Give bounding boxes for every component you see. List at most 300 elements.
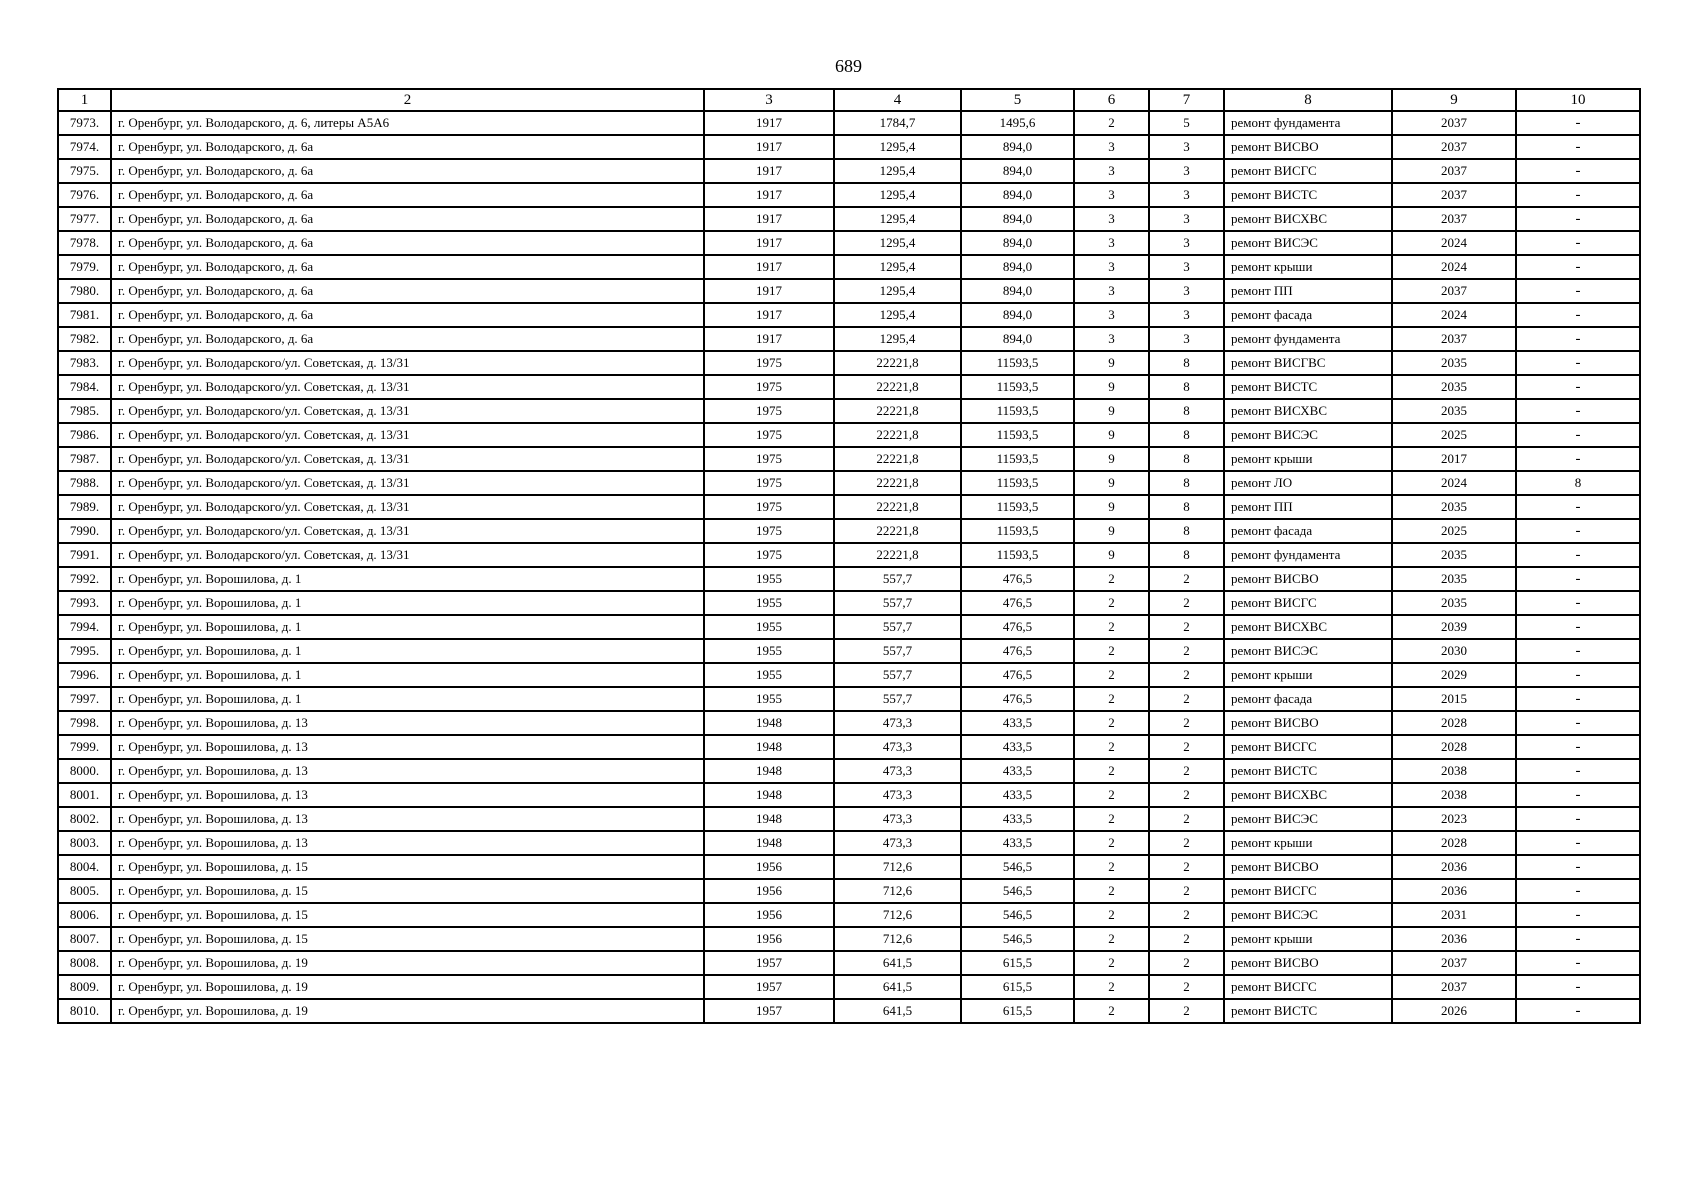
table-row (58, 927, 1640, 951)
work-type-cell: ремонт ВИСЭС (1224, 423, 1392, 447)
year-cell: 1956 (704, 927, 834, 951)
work-type-cell: ремонт ВИСВО (1224, 855, 1392, 879)
entrances-cell: 3 (1149, 159, 1224, 183)
total-area-cell: 557,7 (834, 687, 961, 711)
floors-cell: 2 (1074, 879, 1149, 903)
total-area-cell: 22221,8 (834, 399, 961, 423)
work-type-cell: ремонт ВИСВО (1224, 135, 1392, 159)
plan-year-cell: 2024 (1392, 231, 1516, 255)
address-cell: г. Оренбург, ул. Ворошилова, д. 1 (111, 639, 704, 663)
column-header-9: 9 (1392, 89, 1516, 111)
floors-cell: 3 (1074, 135, 1149, 159)
address-cell: г. Оренбург, ул. Ворошилова, д. 15 (111, 879, 704, 903)
year-cell: 1917 (704, 255, 834, 279)
entrances-cell: 2 (1149, 663, 1224, 687)
total-area-cell: 22221,8 (834, 351, 961, 375)
work-type-cell: ремонт крыши (1224, 663, 1392, 687)
extra-cell: - (1516, 663, 1640, 687)
living-area-cell: 1495,6 (961, 111, 1074, 135)
entrances-cell: 8 (1149, 423, 1224, 447)
plan-year-cell: 2031 (1392, 903, 1516, 927)
living-area-cell: 546,5 (961, 855, 1074, 879)
table-row (58, 615, 1640, 639)
total-area-cell: 1295,4 (834, 279, 961, 303)
floors-cell: 3 (1074, 327, 1149, 351)
plan-year-cell: 2038 (1392, 783, 1516, 807)
column-header-8: 8 (1224, 89, 1392, 111)
total-area-cell: 641,5 (834, 951, 961, 975)
living-area-cell: 11593,5 (961, 495, 1074, 519)
plan-year-cell: 2024 (1392, 255, 1516, 279)
entrances-cell: 2 (1149, 831, 1224, 855)
entrances-cell: 2 (1149, 975, 1224, 999)
living-area-cell: 11593,5 (961, 423, 1074, 447)
address-cell: г. Оренбург, ул. Ворошилова, д. 15 (111, 855, 704, 879)
living-area-cell: 894,0 (961, 303, 1074, 327)
total-area-cell: 22221,8 (834, 423, 961, 447)
extra-cell: - (1516, 495, 1640, 519)
total-area-cell: 22221,8 (834, 471, 961, 495)
floors-cell: 2 (1074, 687, 1149, 711)
address-cell: г. Оренбург, ул. Ворошилова, д. 13 (111, 831, 704, 855)
total-area-cell: 1295,4 (834, 159, 961, 183)
year-cell: 1975 (704, 495, 834, 519)
row-number-cell: 7986. (58, 423, 111, 447)
total-area-cell: 473,3 (834, 807, 961, 831)
living-area-cell: 894,0 (961, 183, 1074, 207)
table-row (58, 687, 1640, 711)
entrances-cell: 2 (1149, 903, 1224, 927)
living-area-cell: 476,5 (961, 639, 1074, 663)
total-area-cell: 473,3 (834, 711, 961, 735)
column-header-6: 6 (1074, 89, 1149, 111)
plan-year-cell: 2037 (1392, 111, 1516, 135)
work-type-cell: ремонт ВИСТС (1224, 375, 1392, 399)
work-type-cell: ремонт ВИСГС (1224, 591, 1392, 615)
floors-cell: 9 (1074, 495, 1149, 519)
total-area-cell: 712,6 (834, 879, 961, 903)
year-cell: 1975 (704, 399, 834, 423)
year-cell: 1957 (704, 975, 834, 999)
total-area-cell: 641,5 (834, 975, 961, 999)
work-type-cell: ремонт ВИСГС (1224, 975, 1392, 999)
table-row (58, 783, 1640, 807)
floors-cell: 2 (1074, 903, 1149, 927)
floors-cell: 9 (1074, 423, 1149, 447)
plan-year-cell: 2039 (1392, 615, 1516, 639)
row-number-cell: 7978. (58, 231, 111, 255)
row-number-cell: 8002. (58, 807, 111, 831)
year-cell: 1948 (704, 807, 834, 831)
living-area-cell: 433,5 (961, 759, 1074, 783)
total-area-cell: 1295,4 (834, 207, 961, 231)
address-cell: г. Оренбург, ул. Володарского, д. 6а (111, 135, 704, 159)
work-type-cell: ремонт ВИСЭС (1224, 807, 1392, 831)
total-area-cell: 641,5 (834, 999, 961, 1023)
extra-cell: - (1516, 303, 1640, 327)
table-row (58, 231, 1640, 255)
entrances-cell: 3 (1149, 231, 1224, 255)
table-row (58, 591, 1640, 615)
extra-cell: - (1516, 567, 1640, 591)
plan-year-cell: 2037 (1392, 135, 1516, 159)
plan-year-cell: 2025 (1392, 519, 1516, 543)
extra-cell: - (1516, 951, 1640, 975)
address-cell: г. Оренбург, ул. Ворошилова, д. 13 (111, 759, 704, 783)
year-cell: 1955 (704, 663, 834, 687)
column-header-4: 4 (834, 89, 961, 111)
plan-year-cell: 2036 (1392, 855, 1516, 879)
work-type-cell: ремонт фасада (1224, 303, 1392, 327)
year-cell: 1917 (704, 183, 834, 207)
column-header-7: 7 (1149, 89, 1224, 111)
year-cell: 1917 (704, 159, 834, 183)
entrances-cell: 8 (1149, 447, 1224, 471)
work-type-cell: ремонт ЛО (1224, 471, 1392, 495)
page-number: 689 (835, 56, 862, 76)
plan-year-cell: 2025 (1392, 423, 1516, 447)
year-cell: 1955 (704, 615, 834, 639)
address-cell: г. Оренбург, ул. Ворошилова, д. 13 (111, 735, 704, 759)
floors-cell: 3 (1074, 231, 1149, 255)
plan-year-cell: 2035 (1392, 351, 1516, 375)
address-cell: г. Оренбург, ул. Володарского, д. 6а (111, 231, 704, 255)
extra-cell: - (1516, 711, 1640, 735)
work-type-cell: ремонт фундамента (1224, 543, 1392, 567)
entrances-cell: 2 (1149, 591, 1224, 615)
extra-cell: - (1516, 111, 1640, 135)
year-cell: 1948 (704, 711, 834, 735)
work-type-cell: ремонт ВИСХВС (1224, 399, 1392, 423)
address-cell: г. Оренбург, ул. Володарского, д. 6а (111, 159, 704, 183)
floors-cell: 9 (1074, 351, 1149, 375)
row-number-cell: 7994. (58, 615, 111, 639)
extra-cell: - (1516, 519, 1640, 543)
floors-cell: 2 (1074, 639, 1149, 663)
total-area-cell: 1295,4 (834, 183, 961, 207)
address-cell: г. Оренбург, ул. Ворошилова, д. 1 (111, 591, 704, 615)
total-area-cell: 712,6 (834, 855, 961, 879)
address-cell: г. Оренбург, ул. Ворошилова, д. 13 (111, 783, 704, 807)
plan-year-cell: 2029 (1392, 663, 1516, 687)
plan-year-cell: 2036 (1392, 879, 1516, 903)
row-number-cell: 7983. (58, 351, 111, 375)
row-number-cell: 7979. (58, 255, 111, 279)
work-type-cell: ремонт ВИСЭС (1224, 903, 1392, 927)
work-type-cell: ремонт ПП (1224, 279, 1392, 303)
floors-cell: 2 (1074, 663, 1149, 687)
year-cell: 1975 (704, 351, 834, 375)
address-cell: г. Оренбург, ул. Ворошилова, д. 15 (111, 927, 704, 951)
floors-cell: 3 (1074, 183, 1149, 207)
table-row (58, 903, 1640, 927)
plan-year-cell: 2037 (1392, 159, 1516, 183)
living-area-cell: 433,5 (961, 735, 1074, 759)
address-cell: г. Оренбург, ул. Володарского, д. 6, литеры А5А6 (111, 111, 704, 135)
row-number-cell: 7976. (58, 183, 111, 207)
year-cell: 1917 (704, 111, 834, 135)
plan-year-cell: 2038 (1392, 759, 1516, 783)
entrances-cell: 2 (1149, 615, 1224, 639)
living-area-cell: 433,5 (961, 807, 1074, 831)
living-area-cell: 546,5 (961, 879, 1074, 903)
living-area-cell: 11593,5 (961, 543, 1074, 567)
total-area-cell: 473,3 (834, 783, 961, 807)
entrances-cell: 2 (1149, 567, 1224, 591)
plan-year-cell: 2028 (1392, 711, 1516, 735)
entrances-cell: 3 (1149, 135, 1224, 159)
extra-cell: - (1516, 879, 1640, 903)
work-type-cell: ремонт крыши (1224, 831, 1392, 855)
row-number-cell: 8007. (58, 927, 111, 951)
total-area-cell: 712,6 (834, 927, 961, 951)
plan-year-cell: 2037 (1392, 327, 1516, 351)
extra-cell: - (1516, 975, 1640, 999)
entrances-cell: 2 (1149, 927, 1224, 951)
column-header-10: 10 (1516, 89, 1640, 111)
floors-cell: 3 (1074, 255, 1149, 279)
floors-cell: 2 (1074, 759, 1149, 783)
extra-cell: - (1516, 375, 1640, 399)
row-number-cell: 7991. (58, 543, 111, 567)
table-row (58, 567, 1640, 591)
living-area-cell: 894,0 (961, 135, 1074, 159)
entrances-cell: 2 (1149, 879, 1224, 903)
extra-cell: - (1516, 903, 1640, 927)
plan-year-cell: 2035 (1392, 375, 1516, 399)
year-cell: 1956 (704, 879, 834, 903)
plan-year-cell: 2035 (1392, 399, 1516, 423)
year-cell: 1948 (704, 759, 834, 783)
entrances-cell: 3 (1149, 279, 1224, 303)
row-number-cell: 7992. (58, 567, 111, 591)
extra-cell: - (1516, 255, 1640, 279)
year-cell: 1917 (704, 303, 834, 327)
table-row (58, 519, 1640, 543)
row-number-cell: 7975. (58, 159, 111, 183)
floors-cell: 3 (1074, 159, 1149, 183)
table-row (58, 735, 1640, 759)
row-number-cell: 7985. (58, 399, 111, 423)
plan-year-cell: 2037 (1392, 279, 1516, 303)
entrances-cell: 2 (1149, 735, 1224, 759)
extra-cell: - (1516, 399, 1640, 423)
address-cell: г. Оренбург, ул. Володарского/ул. Советская, д. 13/31 (111, 351, 704, 375)
extra-cell: - (1516, 759, 1640, 783)
column-header-1: 1 (58, 89, 111, 111)
plan-year-cell: 2035 (1392, 591, 1516, 615)
table-row (58, 807, 1640, 831)
plan-year-cell: 2037 (1392, 207, 1516, 231)
year-cell: 1975 (704, 375, 834, 399)
extra-cell: 8 (1516, 471, 1640, 495)
total-area-cell: 712,6 (834, 903, 961, 927)
extra-cell: - (1516, 423, 1640, 447)
year-cell: 1955 (704, 591, 834, 615)
plan-year-cell: 2026 (1392, 999, 1516, 1023)
table-header (58, 89, 1640, 111)
table-row (58, 855, 1640, 879)
table-row (58, 639, 1640, 663)
year-cell: 1957 (704, 951, 834, 975)
row-number-cell: 7995. (58, 639, 111, 663)
table-row (58, 975, 1640, 999)
table-row (58, 351, 1640, 375)
row-number-cell: 7977. (58, 207, 111, 231)
plan-year-cell: 2015 (1392, 687, 1516, 711)
plan-year-cell: 2024 (1392, 303, 1516, 327)
living-area-cell: 894,0 (961, 279, 1074, 303)
total-area-cell: 557,7 (834, 567, 961, 591)
row-number-cell: 7981. (58, 303, 111, 327)
row-number-cell: 8001. (58, 783, 111, 807)
row-number-cell: 7989. (58, 495, 111, 519)
work-type-cell: ремонт ВИСТС (1224, 183, 1392, 207)
entrances-cell: 8 (1149, 399, 1224, 423)
year-cell: 1975 (704, 423, 834, 447)
living-area-cell: 894,0 (961, 159, 1074, 183)
entrances-cell: 8 (1149, 351, 1224, 375)
entrances-cell: 2 (1149, 687, 1224, 711)
living-area-cell: 11593,5 (961, 351, 1074, 375)
living-area-cell: 433,5 (961, 831, 1074, 855)
entrances-cell: 8 (1149, 519, 1224, 543)
plan-year-cell: 2035 (1392, 543, 1516, 567)
row-number-cell: 7984. (58, 375, 111, 399)
extra-cell: - (1516, 735, 1640, 759)
living-area-cell: 546,5 (961, 903, 1074, 927)
floors-cell: 9 (1074, 471, 1149, 495)
year-cell: 1917 (704, 279, 834, 303)
floors-cell: 2 (1074, 975, 1149, 999)
total-area-cell: 473,3 (834, 735, 961, 759)
floors-cell: 2 (1074, 927, 1149, 951)
extra-cell: - (1516, 615, 1640, 639)
work-type-cell: ремонт ВИСЭС (1224, 639, 1392, 663)
plan-year-cell: 2028 (1392, 735, 1516, 759)
floors-cell: 9 (1074, 375, 1149, 399)
row-number-cell: 7988. (58, 471, 111, 495)
column-header-5: 5 (961, 89, 1074, 111)
row-number-cell: 8003. (58, 831, 111, 855)
row-number-cell: 7974. (58, 135, 111, 159)
extra-cell: - (1516, 327, 1640, 351)
extra-cell: - (1516, 639, 1640, 663)
living-area-cell: 894,0 (961, 207, 1074, 231)
living-area-cell: 476,5 (961, 687, 1074, 711)
extra-cell: - (1516, 183, 1640, 207)
total-area-cell: 557,7 (834, 615, 961, 639)
year-cell: 1975 (704, 447, 834, 471)
living-area-cell: 476,5 (961, 663, 1074, 687)
floors-cell: 3 (1074, 303, 1149, 327)
address-cell: г. Оренбург, ул. Ворошилова, д. 1 (111, 567, 704, 591)
year-cell: 1955 (704, 687, 834, 711)
extra-cell: - (1516, 543, 1640, 567)
total-area-cell: 22221,8 (834, 519, 961, 543)
total-area-cell: 22221,8 (834, 495, 961, 519)
plan-year-cell: 2023 (1392, 807, 1516, 831)
table-row (58, 255, 1640, 279)
table-row (58, 951, 1640, 975)
total-area-cell: 1295,4 (834, 303, 961, 327)
floors-cell: 2 (1074, 999, 1149, 1023)
floors-cell: 2 (1074, 783, 1149, 807)
table-row (58, 495, 1640, 519)
extra-cell: - (1516, 351, 1640, 375)
total-area-cell: 1784,7 (834, 111, 961, 135)
living-area-cell: 894,0 (961, 231, 1074, 255)
total-area-cell: 1295,4 (834, 327, 961, 351)
address-cell: г. Оренбург, ул. Володарского/ул. Советская, д. 13/31 (111, 423, 704, 447)
living-area-cell: 615,5 (961, 999, 1074, 1023)
living-area-cell: 433,5 (961, 711, 1074, 735)
address-cell: г. Оренбург, ул. Володарского, д. 6а (111, 303, 704, 327)
living-area-cell: 615,5 (961, 951, 1074, 975)
row-number-cell: 8005. (58, 879, 111, 903)
year-cell: 1948 (704, 831, 834, 855)
total-area-cell: 22221,8 (834, 447, 961, 471)
address-cell: г. Оренбург, ул. Ворошилова, д. 1 (111, 663, 704, 687)
table-row (58, 303, 1640, 327)
year-cell: 1975 (704, 519, 834, 543)
address-cell: г. Оренбург, ул. Ворошилова, д. 13 (111, 711, 704, 735)
year-cell: 1975 (704, 543, 834, 567)
extra-cell: - (1516, 855, 1640, 879)
work-type-cell: ремонт фундамента (1224, 111, 1392, 135)
entrances-cell: 8 (1149, 495, 1224, 519)
living-area-cell: 433,5 (961, 783, 1074, 807)
work-type-cell: ремонт ВИСХВС (1224, 783, 1392, 807)
living-area-cell: 476,5 (961, 591, 1074, 615)
year-cell: 1956 (704, 855, 834, 879)
year-cell: 1917 (704, 207, 834, 231)
table-row (58, 663, 1640, 687)
address-cell: г. Оренбург, ул. Ворошилова, д. 13 (111, 807, 704, 831)
extra-cell: - (1516, 591, 1640, 615)
row-number-cell: 7982. (58, 327, 111, 351)
work-type-cell: ремонт ВИСХВС (1224, 207, 1392, 231)
total-area-cell: 557,7 (834, 639, 961, 663)
column-header-2: 2 (111, 89, 704, 111)
row-number-cell: 7990. (58, 519, 111, 543)
table-row (58, 375, 1640, 399)
table-row (58, 279, 1640, 303)
table-row (58, 447, 1640, 471)
work-type-cell: ремонт ВИСЭС (1224, 231, 1392, 255)
work-type-cell: ремонт фасада (1224, 519, 1392, 543)
table-row (58, 711, 1640, 735)
year-cell: 1948 (704, 735, 834, 759)
plan-year-cell: 2037 (1392, 951, 1516, 975)
work-type-cell: ремонт ВИСХВС (1224, 615, 1392, 639)
row-number-cell: 8000. (58, 759, 111, 783)
floors-cell: 9 (1074, 543, 1149, 567)
row-number-cell: 7973. (58, 111, 111, 135)
extra-cell: - (1516, 159, 1640, 183)
table-body (58, 111, 1640, 1023)
entrances-cell: 2 (1149, 999, 1224, 1023)
plan-year-cell: 2035 (1392, 495, 1516, 519)
floors-cell: 2 (1074, 951, 1149, 975)
plan-year-cell: 2035 (1392, 567, 1516, 591)
entrances-cell: 2 (1149, 639, 1224, 663)
total-area-cell: 1295,4 (834, 255, 961, 279)
entrances-cell: 8 (1149, 375, 1224, 399)
entrances-cell: 2 (1149, 807, 1224, 831)
entrances-cell: 2 (1149, 855, 1224, 879)
address-cell: г. Оренбург, ул. Ворошилова, д. 1 (111, 687, 704, 711)
